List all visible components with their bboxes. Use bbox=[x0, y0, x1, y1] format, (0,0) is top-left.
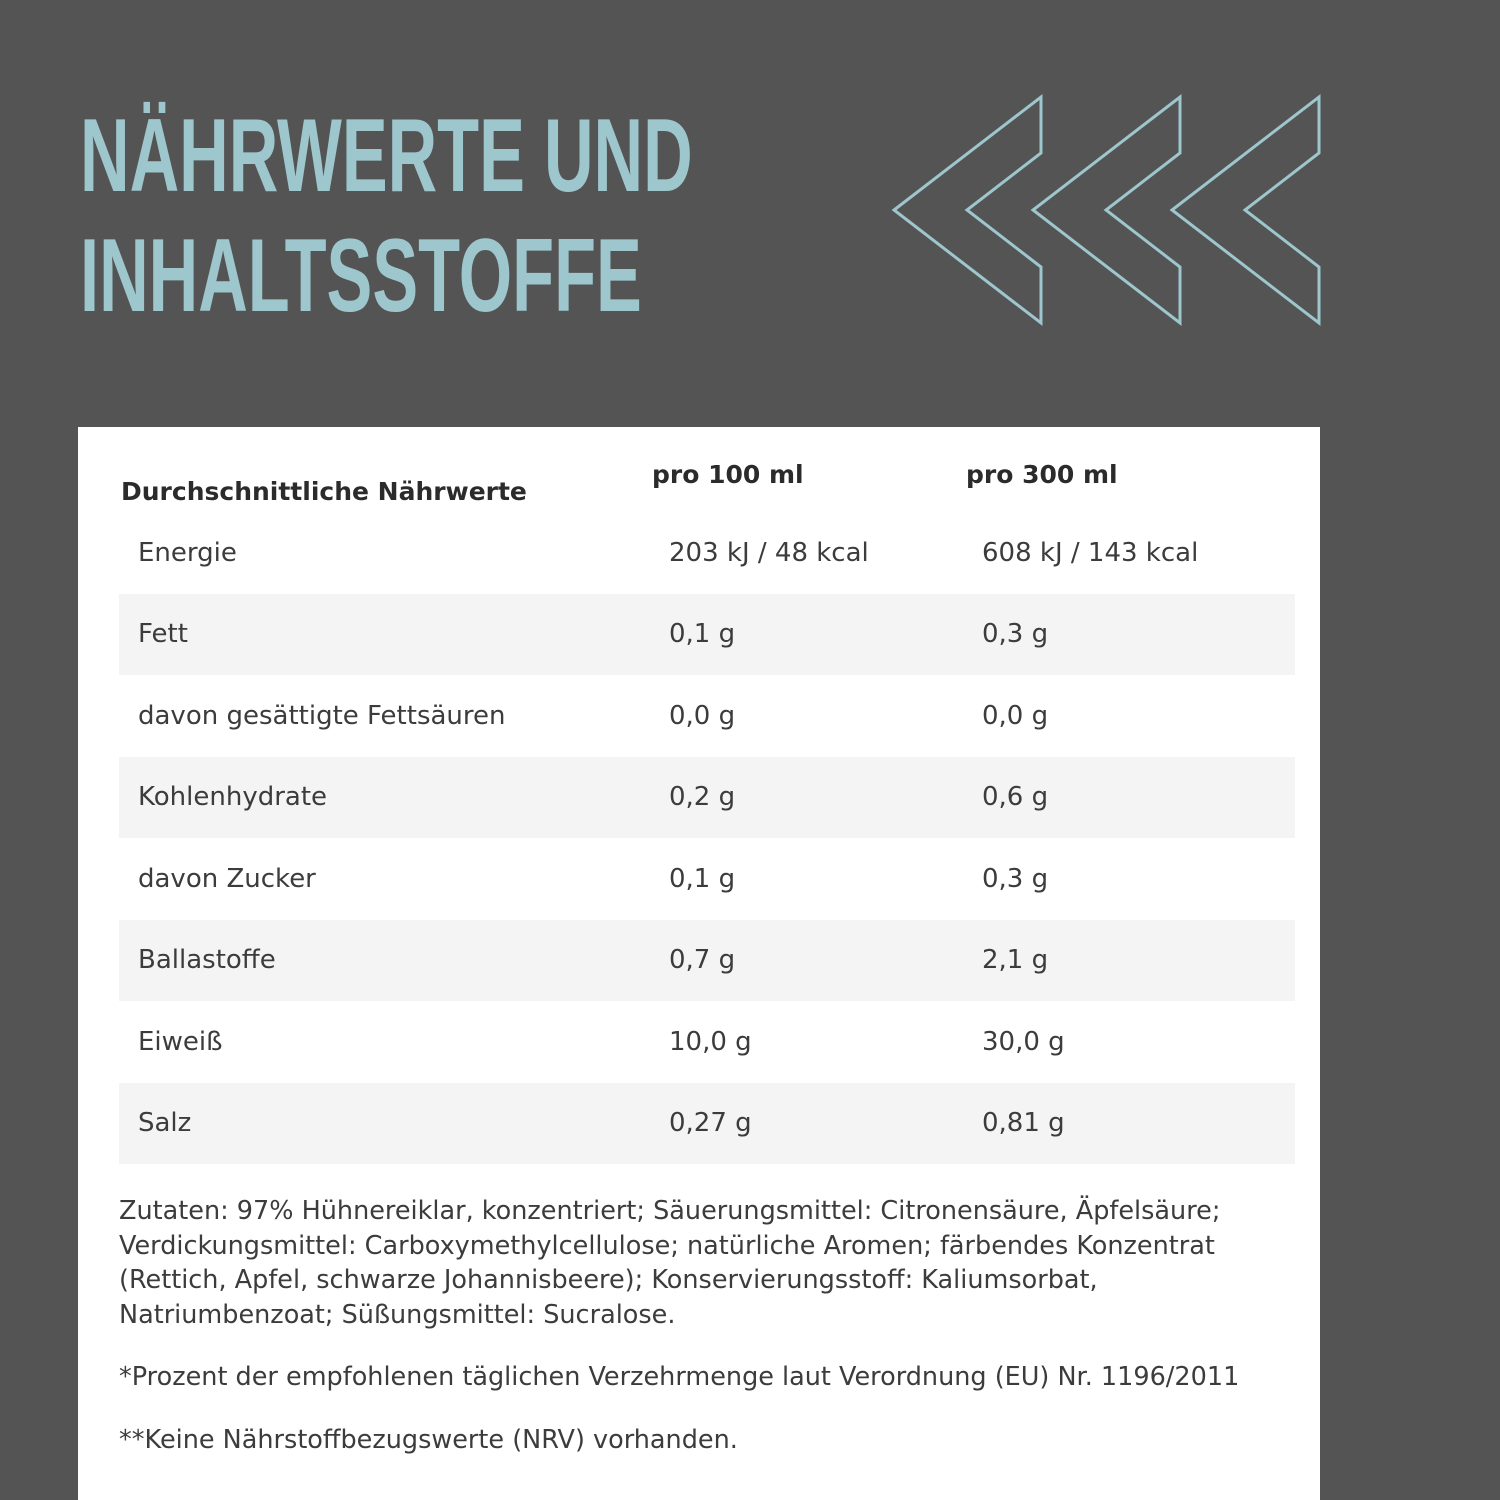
value-per-100ml: 0,2 g bbox=[669, 782, 736, 813]
title-line-2: INHALTSSTOFFE bbox=[80, 218, 642, 334]
nutrition-table bbox=[119, 512, 1295, 1164]
ingredients-text: Zutaten: 97% Hühnereiklar, konzentriert; Säuerungsmittel: Citronensäure, Äpfelsäure; Verdickungsmittel: Carboxymethylcellulose; natürliche Aromen; färbendes Konzentrat (Rettich, Apfel, schwarze Johannisbeere); Konservierungsstoff: Kaliumsorbat, Natriumbenzoat; Süßungsmittel: Sucralose. bbox=[119, 1196, 1221, 1330]
table-row bbox=[119, 838, 1295, 920]
table-header-per-100ml: pro 100 ml bbox=[652, 460, 804, 489]
title-line-1: NÄHRWERTE UND bbox=[80, 98, 693, 214]
nutrient-name: Salz bbox=[138, 1108, 192, 1139]
value-per-100ml: 0,0 g bbox=[669, 700, 736, 731]
value-per-300ml: 0,3 g bbox=[982, 619, 1049, 650]
nutrient-name: Eiweiß bbox=[138, 1026, 223, 1057]
reference-footnote: *Prozent der empfohlenen täglichen Verzehrmenge laut Verordnung (EU) Nr. 1196/2011 bbox=[119, 1362, 1240, 1392]
table-row bbox=[119, 512, 1295, 594]
nutrient-name: Ballastoffe bbox=[138, 945, 276, 976]
value-per-300ml: 2,1 g bbox=[982, 945, 1049, 976]
value-per-300ml: 0,6 g bbox=[982, 782, 1049, 813]
value-per-100ml: 0,1 g bbox=[669, 863, 736, 894]
nutrient-name: Kohlenhydrate bbox=[138, 782, 328, 813]
nrv-footnote: **Keine Nährstoffbezugswerte (NRV) vorhanden. bbox=[119, 1424, 738, 1455]
value-per-100ml: 0,27 g bbox=[669, 1108, 752, 1139]
value-per-100ml: 203 kJ / 48 kcal bbox=[669, 537, 869, 568]
table-header-per-300ml: pro 300 ml bbox=[966, 460, 1118, 489]
triple-chevron-left-icon bbox=[888, 90, 1328, 330]
nutrient-name: Energie bbox=[138, 537, 237, 568]
value-per-300ml: 0,3 g bbox=[982, 863, 1049, 894]
table-row bbox=[119, 920, 1295, 1002]
page-title bbox=[80, 96, 693, 336]
table-row bbox=[119, 757, 1295, 839]
value-per-300ml: 608 kJ / 143 kcal bbox=[982, 537, 1199, 568]
value-per-300ml: 0,0 g bbox=[982, 700, 1049, 731]
value-per-100ml: 0,7 g bbox=[669, 945, 736, 976]
value-per-300ml: 30,0 g bbox=[982, 1026, 1065, 1057]
table-row bbox=[119, 594, 1295, 676]
table-header-label: Durchschnittliche Nährwerte bbox=[121, 477, 527, 506]
nutrition-card bbox=[78, 427, 1320, 1500]
nutrient-name: Fett bbox=[138, 619, 188, 650]
notes-section bbox=[119, 1194, 1299, 1485]
value-per-100ml: 10,0 g bbox=[669, 1026, 752, 1057]
table-row bbox=[119, 675, 1295, 757]
nutrient-name: davon Zucker bbox=[138, 863, 316, 894]
nutrient-name: davon gesättigte Fettsäuren bbox=[138, 700, 506, 731]
value-per-300ml: 0,81 g bbox=[982, 1108, 1065, 1139]
value-per-100ml: 0,1 g bbox=[669, 619, 736, 650]
table-row bbox=[119, 1083, 1295, 1165]
table-row bbox=[119, 1001, 1295, 1083]
